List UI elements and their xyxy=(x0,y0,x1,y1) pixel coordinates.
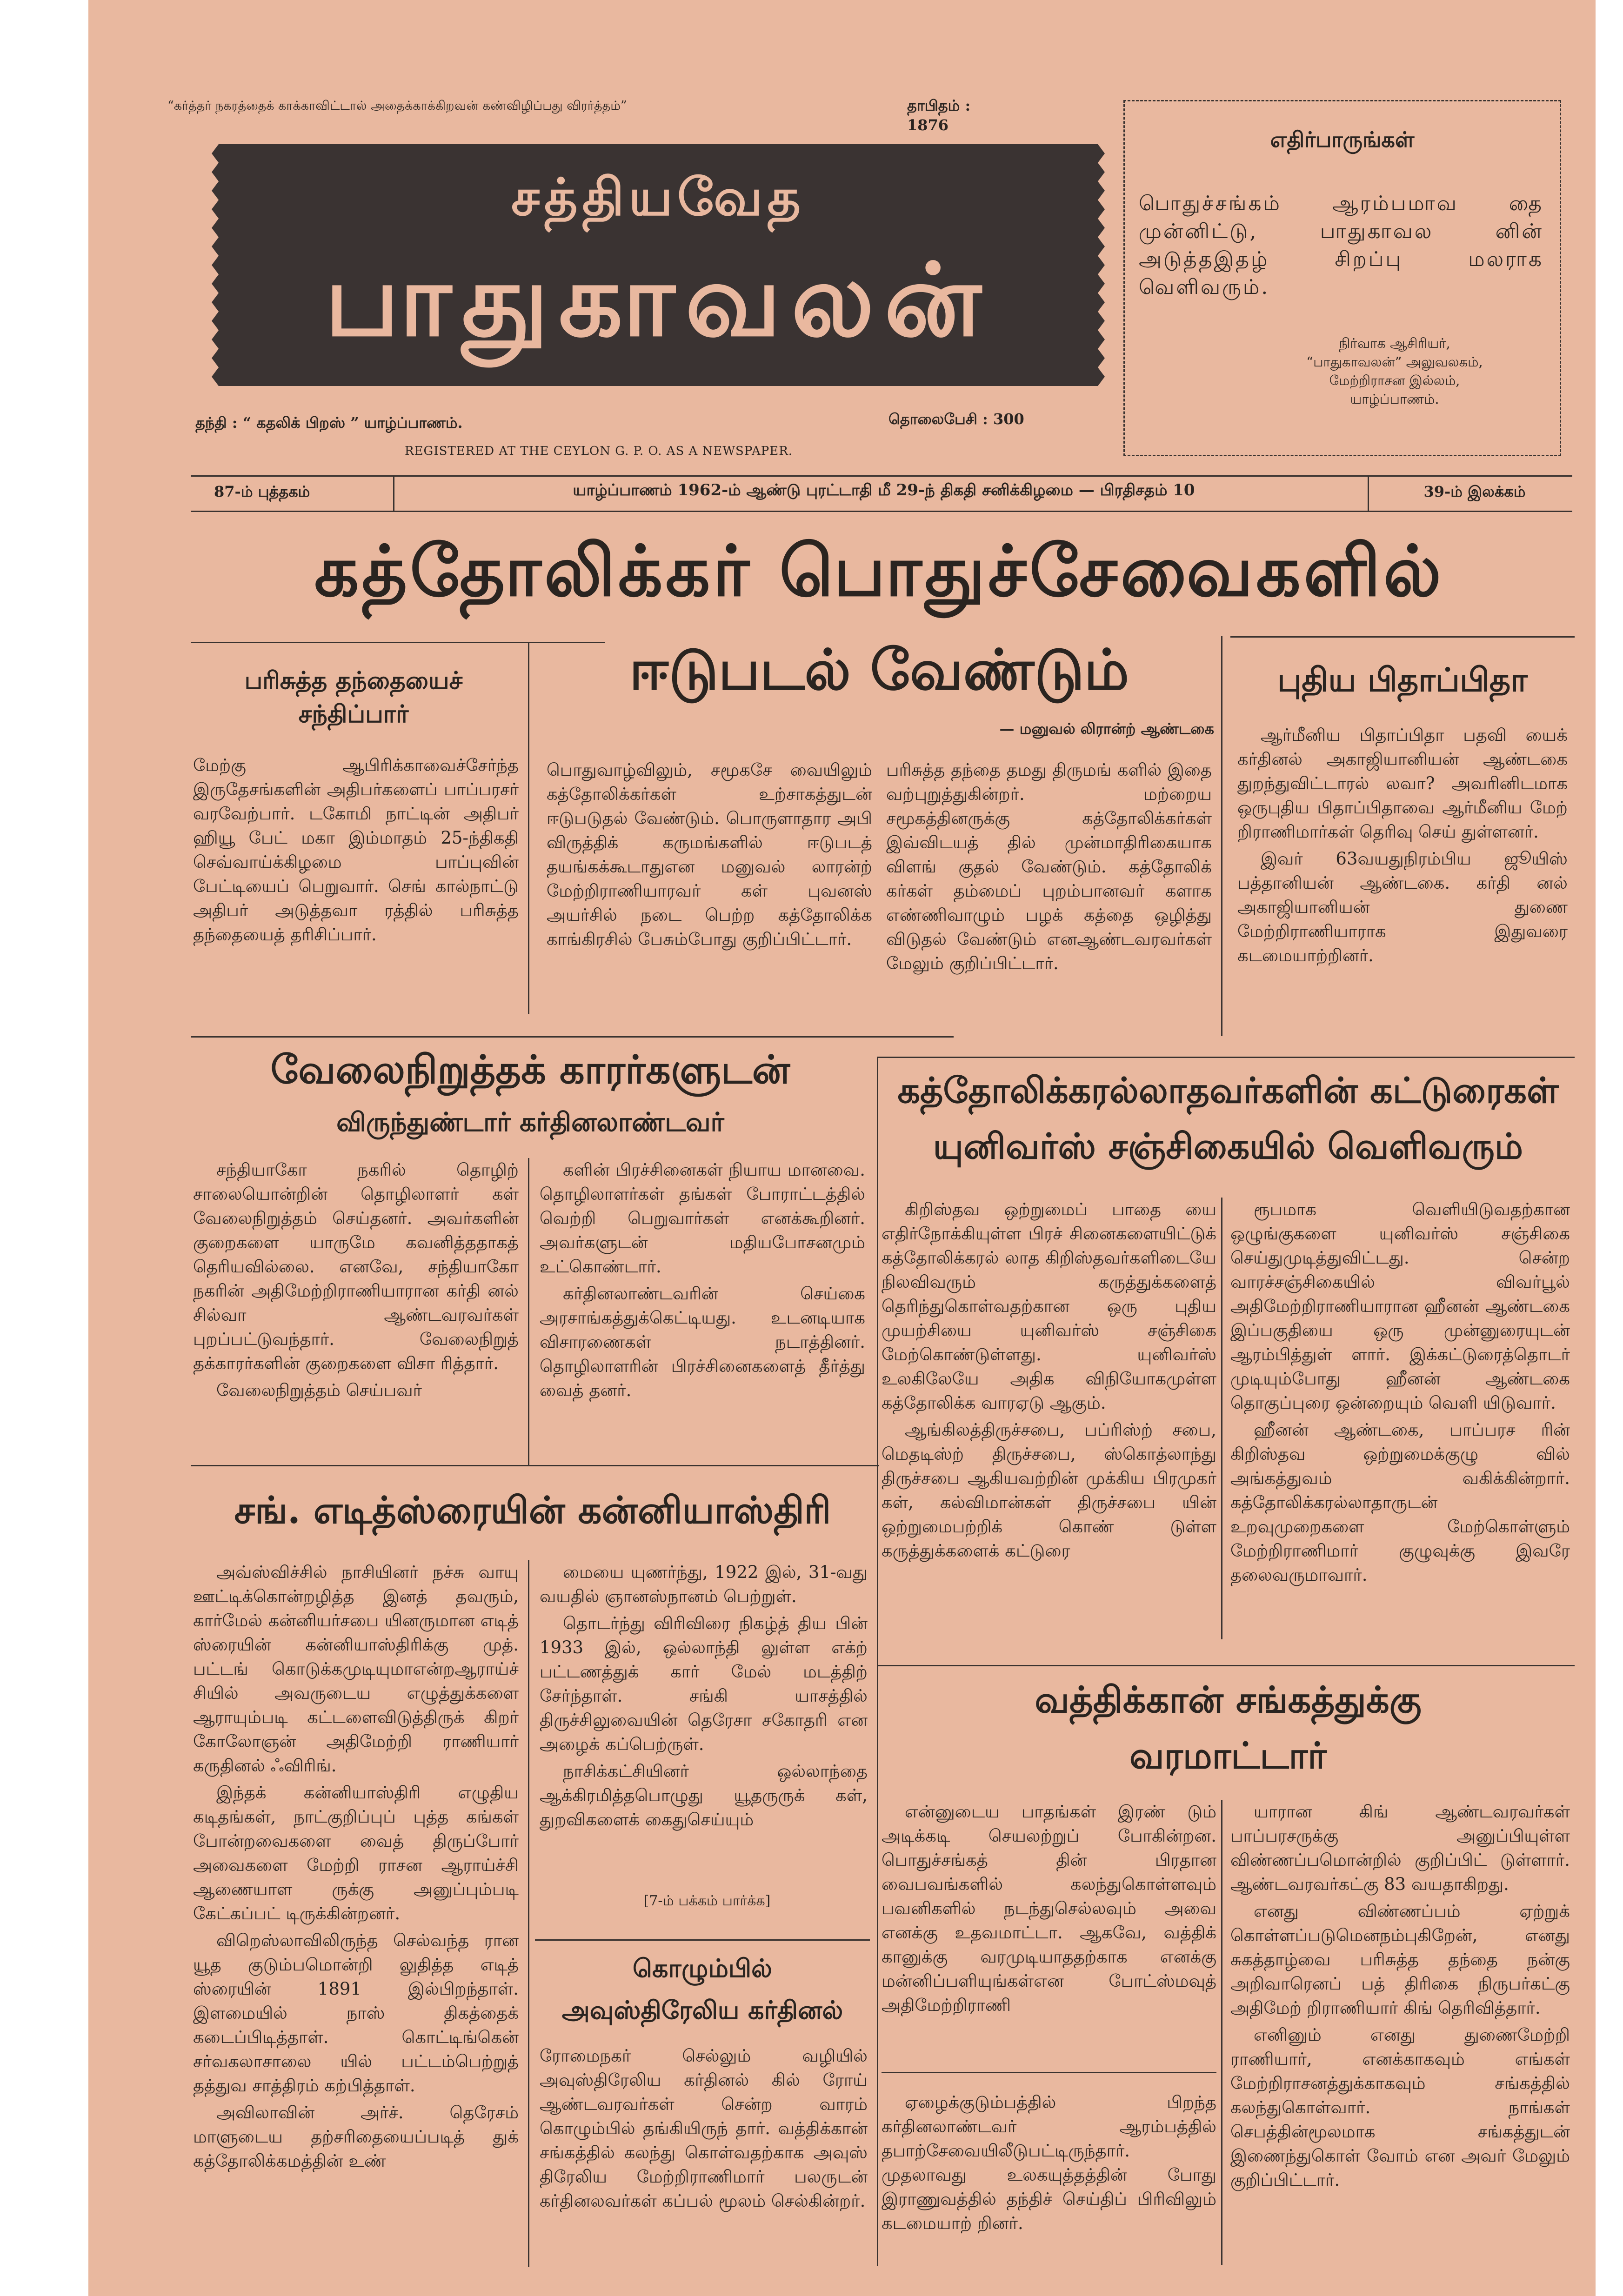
issue-date: யாழ்ப்பாணம் 1962-ம் ஆண்டு புரட்டாதி மீ 29-ந் திகதி சனிக்கிழமை — பிரதிசதம் 10 xyxy=(573,481,1195,499)
universe-paragraph: கிறிஸ்தவ ஒற்றுமைப் பாதை யை எதிர்நோக்கியுள்ள பிரச் சினைகளையிட்டுக் கத்தோலிக்கரல் லாத கிறிஸ்தவர்களிடையே நிலவிவரும் கருத்துக்களைத் தெரிந்துகொள்வதற்கான ஒரு புதிய முயற்சியை யுனிவர்ஸ் சஞ்சிகை மேற்கொண்டுள்ளது. யுனிவர்ஸ் உலகிலேயே அதிக விநியோகமுள்ள கத்தோலிக்க வாரஏடு ஆகும். xyxy=(882,1199,1216,1413)
strikers-paragraph: கர்தினலாண்டவரின் செய்கை அரசாங்கத்துக்கெட்டியது. உடனடியாக விசாரணைகள் நடாத்தினர். தொழிலாளரின் பிரச்சினைகளைத் தீர்த்து வைத் தனர். xyxy=(540,1284,865,1400)
sister-paragraph: அவிலாவின் அர்ச். தெரேசம் மாளுடைய தற்சரிதையைப்படித் துக் கத்தோலிக்கமத்தின் உண் xyxy=(193,2103,519,2171)
newspaper-page xyxy=(88,0,1596,2296)
rule xyxy=(191,475,1572,477)
vatican-paragraph: யாரான கிங் ஆண்டவரவர்கள் பாப்பரசருக்கு அனுப்பியுள்ள விண்ணப்பமொன்றில் குறிப்பிட் டுள்ளார். ஆண்டவரவர்கட்கு 83 வயதாகிறது. xyxy=(1230,1802,1570,1894)
rule xyxy=(528,1158,529,1465)
notice-body: பொதுச்சங்கம் ஆரம்பமாவ தை முன்னிட்டு, பாதுகாவல னின் அடுத்தஇதழ் சிறப்பு மலராக வெளிவரும். xyxy=(1139,192,1543,299)
telegram-address: தந்தி : “ கதலிக் பிறஸ் ” யாழ்ப்பாணம். xyxy=(195,414,463,432)
punch-hole xyxy=(14,1409,26,1421)
punch-hole xyxy=(14,712,26,724)
sister-paragraph: விறெஸ்லாவிலிருந்த செல்வந்த ரான யூத குடும்பமொன்றி லுதித்த எடித் ஸ்ரையின் 1891 இல்பிறந்தாள். இளமையில் நாஸ் திகத்தைக் கடைப்பிடித்தாள். கொட்டிங்கென் சர்வகலாசாலை யில் பட்டம்பெற்றுத் தத்துவ சாத்திரம் கற்பித்தாள். xyxy=(193,1930,519,2096)
rule xyxy=(1230,636,1575,638)
rule xyxy=(1221,1800,1222,2265)
notice-box xyxy=(1123,100,1561,456)
sister-col1 xyxy=(193,1560,519,2176)
vatican-col2 xyxy=(1230,1800,1570,2195)
notice-sign-line: மேற்றிராசன இல்லம், xyxy=(1329,373,1460,388)
vatican-paragraph: எனது விண்ணப்பம் ஏற்றுக் கொள்ளப்படுமெனநம்புகிறேன், எனது சுகத்தாழ்வை பரிசுத்த தந்தை நன்கு அறிவாரெனப் பத் திரிகை நிருபர்கட்கு அதிமேற் றிராணியார் கிங் தெரிவித்தார். xyxy=(1230,1901,1570,2018)
sister-paragraph: நாசிக்கட்சியினர் ஒல்லாந்தை ஆக்கிரமித்தபொழுது யூதருருக் கள், துறவிகளைக் கைதுசெய்யும் xyxy=(540,1761,868,1830)
lead-body-col1: பொதுவாழ்விலும், சமூகசே வையிலும் கத்தோலிக்கர்கள் உற்சாகத்துடன் ஈடுபடுதல் வேண்டும். பொருளாதார அபி விருத்திக் கருமங்களில் ஈடுபடத் தயங்கக்கூடாதுஎன மனுவல் லாரன்ற் மேற்றிராணியாரவர் கள் புவனஸ் அயர்சில் நடை பெற்ற கத்தோலிக்க காங்கிரசில் பேசும்போது குறிப்பிட்டார். xyxy=(547,760,872,949)
patriarch-paragraph: ஆர்மீனிய பிதாப்பிதா பதவி யைக் கர்தினல் அகாஜியானியன் ஆண்டகை துறந்துவிட்டாரல் லவா? அவரினிடமாக ஒருபுதிய பிதாப்பிதாவை ஆர்மீனிய மேற் றிராணிமார்கள் தெரிவு செய் துள்ளனர். xyxy=(1237,725,1568,842)
rule xyxy=(191,511,1572,512)
patriarch-paragraph: இவர் 63வயதுநிரம்பிய ஜூயிஸ் பத்தானியன் ஆண்டகை. கர்தி னல் அகாஜியானியன் துணை மேற்றிராணியாராக இதுவரை கடமையாற்றினர். xyxy=(1237,849,1568,965)
universe-subheadline: யுனிவர்ஸ் சஞ்சிகையில் வெளிவரும் xyxy=(933,1125,1523,1167)
registration-note: REGISTERED AT THE CEYLON G. P. O. AS A NEWSPAPER. xyxy=(405,444,793,458)
strikers-headline: வேலைநிறுத்தக் காரர்களுடன் xyxy=(270,1046,790,1092)
strikers-subheadline: விருந்துண்டார் கர்தினலாண்டவர் xyxy=(336,1107,724,1138)
lead-byline: — மனுவல் லிரான்ற் ஆண்டகை xyxy=(999,720,1214,738)
universe-paragraph: ஹீனன் ஆண்டகை, பாப்பரச ரின் கிறிஸ்தவ ஒற்றுமைக்குழு வில் அங்கத்துவம் வகிக்கின்றார். கத்தோலிக்கரல்லாதாருடன் உறவுமுறைகளை மேற்கொள்ளும் மேற்றிராணிமார் குழுவுக்கு இவரே தலைவருமாவார். xyxy=(1230,1420,1570,1585)
notice-sign-line: நிர்வாக ஆசிரியர், xyxy=(1339,335,1450,351)
phone-number: தொலைபேசி : 300 xyxy=(888,410,1024,428)
lead-headline: கத்தோலிக்கர் பொதுச்சேவைகளில் xyxy=(314,530,1444,612)
lead-headline-2: ஈடுபடல் வேண்டும் xyxy=(629,637,1129,703)
vatican-subheadline: வரமாட்டார் xyxy=(1129,1735,1327,1777)
volume-number: 87-ம் புத்தகம் xyxy=(214,483,310,500)
cardinal-body: ரோமைநகர் செல்லும் வழியில் அவுஸ்திரேலிய கர்தினல் கில் ரோய் ஆண்டவரவர்கள் சென்ற வாரம் கொழும்பில் தங்கியிருந் தார். வத்திக்கான் சங்கத்தில் கலந்து கொள்வதற்காக அவுஸ் திரேலிய மேற்றிராணிமார் பலருடன் கர்தினலவர்கள் கப்பல் மூலம் செல்கின்றர். xyxy=(540,2046,868,2211)
masthead-title-block xyxy=(205,135,1112,395)
rule xyxy=(535,1939,870,1941)
rule xyxy=(528,1560,529,2267)
notice-title: எதிர்பாருங்கள் xyxy=(1270,127,1415,152)
rule xyxy=(191,642,605,643)
pope-headline-line: பரிசுத்த தந்தையைச் xyxy=(244,666,463,695)
punch-hole xyxy=(14,1902,26,1914)
vatican-paragraph: என்னுடைய பாதங்கள் இரண் டும் அடிக்கடி செயலற்றுப் போகின்றன. பொதுச்சங்கத் தின் பிரதான வைபவங்களில் கலந்துகொள்ளவும் பவனிகளில் நடந்துசெல்லவும் அவை எனக்கு உதவமாட்டா. ஆகவே, வத்திக் கானுக்கு வரமுடியாததற்காக எனக்கு மன்னிப்பளியுங்கள்என போட்ஸ்மவுத் அதிமேற்றிராணி xyxy=(882,1802,1216,2015)
rule xyxy=(877,1057,1575,1058)
strikers-paragraph: வேலைநிறுத்தம் செய்பவர் xyxy=(216,1380,422,1400)
cardinal-headline: கொழும்பில் xyxy=(632,1953,772,1983)
rule xyxy=(1368,475,1369,512)
strikers-col1 xyxy=(193,1158,519,1405)
universe-col2 xyxy=(1230,1198,1570,1590)
sister-paragraph: இந்தக் கன்னியாஸ்திரி எழுதிய கடிதங்கள், நாட்குறிப்புப் புத்த கங்கள் போன்றவைகளை வைத் திருப்போர் அவைகளை மேற்றி ராசன ஆராய்ச்சி ஆணையாள ருக்கு அனுப்பும்படி கேட்கப்பட் டிருக்கின்றனர். xyxy=(193,1783,519,1923)
rule xyxy=(1221,1198,1222,1639)
notice-signature xyxy=(1255,334,1534,408)
rule xyxy=(191,1465,879,1466)
universe-col1 xyxy=(882,1198,1216,1566)
patriarch-headline: புதிய பிதாப்பிதா xyxy=(1277,660,1528,699)
strikers-paragraph: களின் பிரச்சினைகள் நியாய மானவை. தொழிலாளர்கள் தங்கள் போராட்டத்தில் வெற்றி பெறுவார்கள் எனக்கூறினர். அவர்களுடன் மதியபோசனமும் உட்கொண்டார். xyxy=(540,1160,865,1277)
sister-paragraph: அவ்ஸ்விச்சில் நாசியினர் நச்சு வாயு ஊட்டிக்கொன்றழித்த இனத் தவரும், கார்மேல் கன்னியர்சபை யினருமான எடித் ஸ்ரையின் கன்னியாஸ்திரிக்கு முத். பட்டங் கொடுக்கமுடியுமாஎன்றஆராய்ச் சியில் அவருடைய எழுத்துக்களை ஆராயும்படி கட்டளைவிடுத்திருக் கிறர் கோலோஞன் அதிமேற்றி ராணியார் கருதினல் ஃவிரிங். xyxy=(193,1562,519,1776)
rule xyxy=(877,1665,1575,1666)
rule xyxy=(393,475,394,512)
universe-paragraph: ஆங்கிலத்திருச்சபை, பப்ரிஸ்ற் சபை, மெதடிஸ்ற் திருச்சபை, ஸ்கொத்லாந்து திருச்சபை ஆகியவற்றின் முக்கிய பிரமுகர் கள், கல்விமான்கள் திருச்சபை யின் ஒற்றுமைபற்றிக் கொண் டுள்ள கருத்துக்களைக் கட்டுரை xyxy=(882,1420,1216,1561)
universe-paragraph: ரூபமாக வெளியிடுவதற்கான ஒழுங்குகளை யுனிவர்ஸ் சஞ்சிகை செய்துமுடித்துவிட்டது. சென்ற வாரச்சஞ்சிகையில் விவர்பூல் அதிமேற்றிராணியாரான ஹீனன் ஆண்டகை இப்பகுதியை ஒரு முன்னுரையுடன் ஆரம்பித்துள் ளார். இக்கட்டுரைத்தொடர் முடியும்போது ஹீனன் ஆண்டகை தொகுப்புரை ஒன்றையும் வெளி யிடுவார். xyxy=(1230,1199,1570,1413)
vatican-col1b xyxy=(882,2090,1216,2238)
rule xyxy=(882,2072,1216,2073)
masthead-motto: “கர்த்தர் நகரத்தைக் காக்காவிட்டால் அதைக்காக்கிறவன் கண்விழிப்பது விரர்த்தம்” xyxy=(167,99,627,113)
sister-headline: சங். எடித்ஸ்ரையின் கன்னியாஸ்திரி xyxy=(234,1488,831,1532)
sister-paragraph: தொடர்ந்து விரிவிரை நிகழ்த் திய பின் 1933 இல், ஒல்லாந்தி லுள்ள எக்ற் பட்டணத்துக் கார் மேல் மடத்திற் சேர்ந்தாள். சங்கி யாசத்தில் திருச்சிலுவையின் தெரேசா சகோதரி என அழைக் கப்பெற்ருள். xyxy=(540,1613,868,1754)
sister-col2 xyxy=(540,1560,868,1835)
masthead-title-big: பாதுகாவலன் xyxy=(325,242,992,359)
rule xyxy=(1221,636,1222,1036)
pope-headline-line: சந்திப்பார் xyxy=(298,700,409,728)
vatican-col1 xyxy=(882,1800,1216,2020)
vatican-paragraph: எனினும் எனது துணைமேற்றி ராணியார், எனக்காகவும் எங்கள் மேற்றிராசனத்துக்காகவும் சங்கத்தில் கலந்துகொள்வார். நாங்கள் செபத்தின்மூலமாக சங்கத்துடன் இணைந்துகொள் வோம் என அவர் மேலும் குறிப்பிட்டார். xyxy=(1230,2025,1570,2190)
vatican-headline: வத்திக்கான் சங்கத்துக்கு xyxy=(1035,1679,1422,1721)
rule xyxy=(191,1036,954,1038)
patriarch-body xyxy=(1237,723,1568,971)
masthead-title-small: சத்தியவேத xyxy=(511,167,806,227)
founded-year: தாபிதம் : 1876 xyxy=(907,97,971,134)
strikers-col2 xyxy=(540,1158,865,1405)
vatican-paragraph: ஏழைக்குடும்பத்தில் பிறந்த கர்தினலாண்டவர் ஆரம்பத்தில் தபாற்சேவையிலீடுபட்டிருந்தார். முதலாவது உலகயுத்தத்தின் போது இராணுவத்தில் தந்திச் செய்திப் பிரிவிலும் கடமையாற் றினர். xyxy=(882,2092,1216,2233)
continued-note: [7-ம் பக்கம் பார்க்க] xyxy=(643,1893,771,1909)
punch-hole xyxy=(14,558,26,570)
pope-headline xyxy=(191,664,516,731)
strikers-paragraph: சந்தியாகோ நகரில் தொழிற் சாலையொன்றின் தொழிலாளர் கள் வேலைநிறுத்தம் செய்தனர். அவர்களின் குறைகளை யாருமே கவனித்ததாகத் தெரியவில்லை. எனவே, சந்தியாகோ நகரின் அதிமேற்றிராணியாரான கர்தி னல் சில்வா ஆண்டவரவர்கள் புறப்பட்டுவந்தார். வேலைநிறுத் தக்காரர்களின் குறைகளை விசா ரித்தார். xyxy=(193,1160,519,1373)
notice-sign-line: “பாதுகாவலன்” அலுவலகம், xyxy=(1306,354,1483,370)
lead-body-col2: பரிசுத்த தந்தை தமது திருமங் களில் இதை வற்புறுத்துகின்றர். மற்றைய சமூகத்தினருக்கு கத்தோலிக்கர்கள் இவ்விடயத் தில் முன்மாதிரிகையாக விளங் குதல் வேண்டும். கத்தோலிக் கர்கள் தம்மைப் புறம்பானவர் களாக எண்ணிவாழும் பழக் கத்தை ஒழித்து விடுதல் வேண்டும் எனஆண்டவரவர்கள் மேலும் குறிப்பிட்டார். xyxy=(886,760,1212,973)
rule xyxy=(877,1057,878,2266)
sister-paragraph: மையை யுணர்ந்து, 1922 இல், 31-வது வயதில் ஞானஸ்நானம் பெற்றுள். xyxy=(540,1562,868,1606)
notice-sign-line: யாழ்ப்பாணம். xyxy=(1350,391,1439,407)
pope-body: மேற்கு ஆபிரிக்காவைச்சேர்ந்த இருதேசங்களின் அதிபர்களைப் பாப்பரசர் வரவேற்பார். டகோமி நாட்டின் அதிபர் ஹியூ பேட் மகா இம்மாதம் 25-ந்திகதி செவ்வாய்க்கிழமை பாப்புவின் பேட்டியைப் பெறுவார். செங் கால்நாட்டு அதிபர் அடுத்தவா ரத்தில் பரிசுத்த தந்தையைத் தரிசிப்பார். xyxy=(193,755,519,945)
cardinal-subheadline: அவுஸ்திரேலிய கர்தினல் xyxy=(561,1995,843,2025)
rule xyxy=(528,642,529,1014)
punch-hole xyxy=(14,1095,26,1107)
universe-headline: கத்தோலிக்கரல்லாதவர்களின் கட்டுரைகள் xyxy=(897,1070,1559,1111)
issue-number: 39-ம் இலக்கம் xyxy=(1423,483,1526,500)
